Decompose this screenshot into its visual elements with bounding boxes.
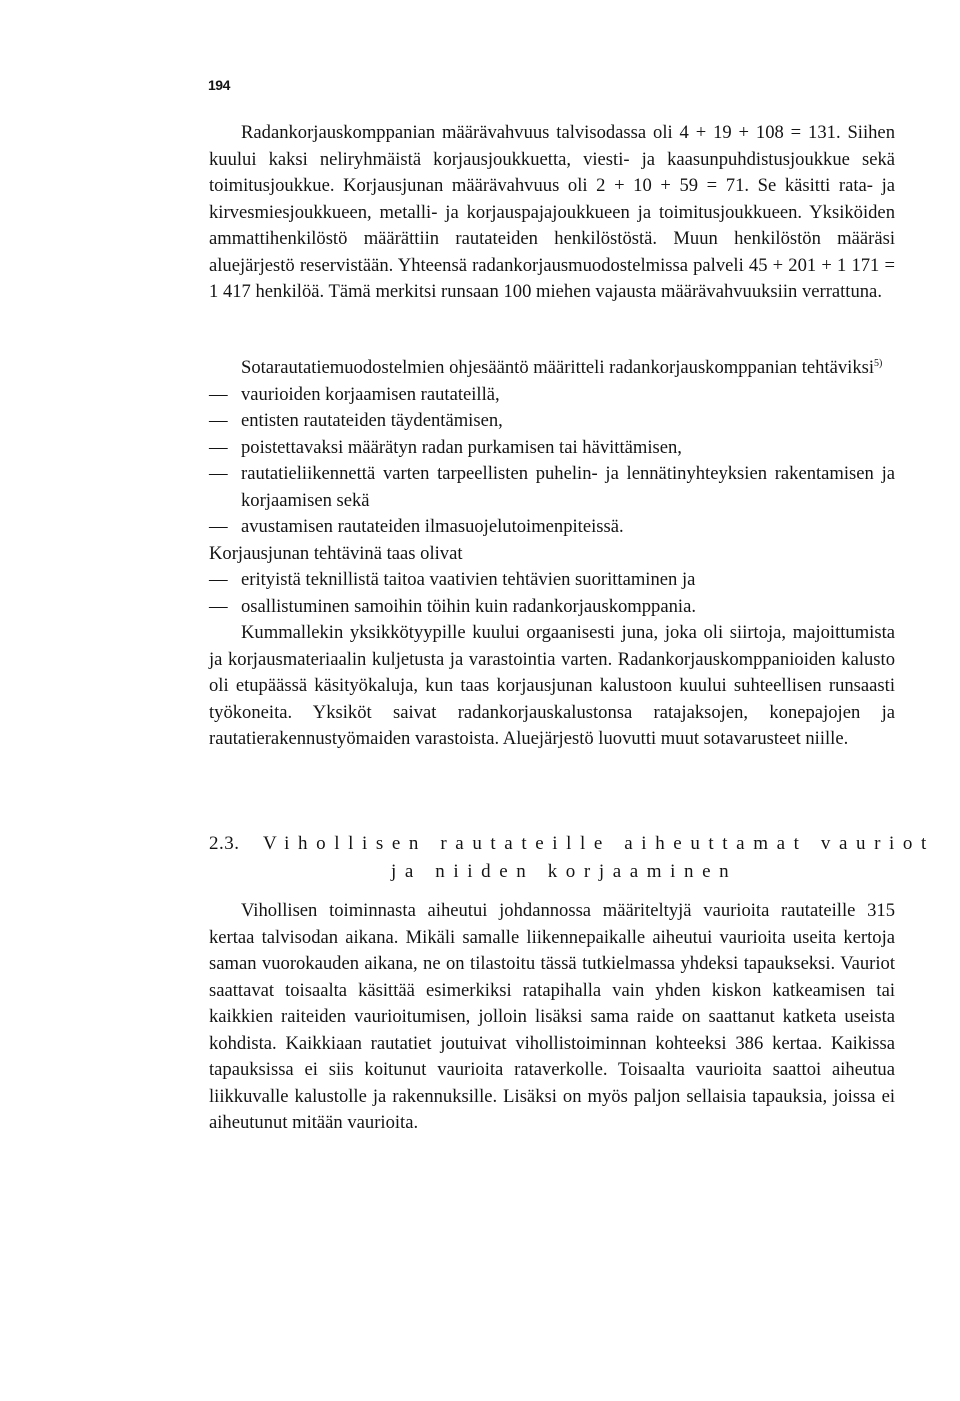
text-block-duties	[209, 355, 895, 753]
list-item-text: erityistä teknillistä taitoa vaativien tehtävien suorittaminen ja	[241, 569, 696, 590]
list-item	[209, 514, 895, 541]
duties-lead-text: Sotarautatiemuodostelmien ohjesääntö määritteli radankorjauskomppanian tehtäviksi	[241, 357, 875, 378]
list-item	[209, 435, 895, 462]
list-item-text: vaurioiden korjaamisen rautateillä,	[241, 383, 500, 405]
paragraph-enemy-damage: Vihollisen toiminnasta aiheutui johdannossa määriteltyjä vaurioita rautateille 315 kertaa talvisodan aikana. Mikäli samalle liikennepaikalle aiheutui vaurioita useita kertoja saman vuorokauden aikana, ne on tilastoitu tässä tutkielmassa yhdeksi tapaukseksi. Vauriot saattavat toisaalta käsittää esimerkiksi ratapihalla vain yhden kiskon katkeamisen tai kaikkien raiteiden vaurioitumisen, jolloin lisäksi sama raide on saattanut katketa useista kohdista. Kaikkiaan rautatiet joutuivat vihollistoiminnan kohteeksi 386 kertaa. Kaikissa tapauksissa ei siis koitunut vaurioita rataverkolle. Toisaalta vaurioita saattoi aiheutua liikkuvalle kalustolle ja rakennuksille. Lisäksi on myös paljon sellaisia tapauksia, joissa ei aiheutunut mitään vaurioita.	[209, 900, 895, 1133]
dash-marker: —	[209, 516, 228, 537]
dash-marker: —	[209, 463, 228, 484]
list-item	[209, 408, 895, 435]
list-item	[209, 461, 895, 514]
list-item	[209, 382, 895, 409]
list-item	[209, 594, 895, 621]
text-block-organization	[209, 120, 895, 306]
section-number: 2.3.	[209, 833, 240, 854]
list-item-text: osallistuminen samoihin töihin kuin radankorjauskomppania.	[241, 595, 696, 617]
footnote-reference: 5)	[874, 357, 883, 369]
paragraph-equipment: Kummallekin yksikkötyypille kuului orgaanisesti juna, joka oli siirtoja, majoittumista ja korjausmateriaalin kuljetusta ja varastointia varten. Radankorjauskomppanioiden kalusto oli etupäässä käsityökaluja, kun taas korjausjunan kalustoon kuului suhteellisen runsaasti työkoneita. Yksiköt saivat radankorjauskalustonsa ratajaksojen, konepajojen ja rautatierakennustyömaiden varastoista. Aluejärjestö luovutti muut sotavarusteet niille.	[209, 622, 895, 749]
paragraph-train-duties-lead: Korjausjunan tehtävinä taas olivat	[209, 542, 463, 564]
paragraph-duties-lead	[209, 355, 895, 382]
train-duties-list	[209, 567, 895, 620]
page-number: 194	[208, 77, 230, 93]
company-duties-list	[209, 382, 895, 541]
paragraph-unit-strength: Radankorjauskomppanian määrävahvuus talvisodassa oli 4 + 19 + 108 = 131. Siihen kuului kaksi neliryhmäistä korjausjoukkuetta, viesti- ja kaasunpuhdistusjoukkue sekä toimitusjoukkue. Korjausjunan määrävahvuus oli 2 + 10 + 59 = 71. Se käsitti rata- ja kirvesmiesjoukkueen, metalli- ja korjauspajajoukkueen ja toimitusjoukkueen. Yksiköiden ammattihenkilöstö määrättiin rautateiden henkilöstöstä. Muun henkilöstön määräsi aluejärjestö reservistään. Yhteensä radankorjausmuodostelmissa palveli 45 + 201 + 1 171 = 1 417 henkilöä. Tämä merkitsi runsaan 100 miehen vajausta määrävahvuuksiin verrattuna.	[209, 122, 895, 302]
list-item-text: entisten rautateiden täydentämisen,	[241, 410, 503, 431]
dash-marker: —	[209, 410, 228, 431]
list-item	[209, 567, 895, 594]
dash-marker: —	[209, 383, 228, 405]
list-item-text: poistettavaksi määrätyn radan purkamisen tai hävittämisen,	[241, 436, 682, 458]
list-item-text: rautatieliikennettä varten tarpeellisten puhelin- ja lennätinyhteyksien rakentamisen ja korjaamisen sekä	[241, 463, 895, 511]
list-item-text: avustamisen rautateiden ilmasuojelutoimenpiteissä.	[241, 516, 624, 537]
section-title-line-2: ja niiden korjaaminen	[391, 861, 738, 882]
dash-marker: —	[209, 569, 228, 590]
section-title-line-1: Vihollisen rautateille aiheuttamat vauriot	[263, 833, 935, 854]
text-block-damage	[209, 898, 895, 1137]
dash-marker: —	[209, 595, 228, 617]
dash-marker: —	[209, 436, 228, 458]
